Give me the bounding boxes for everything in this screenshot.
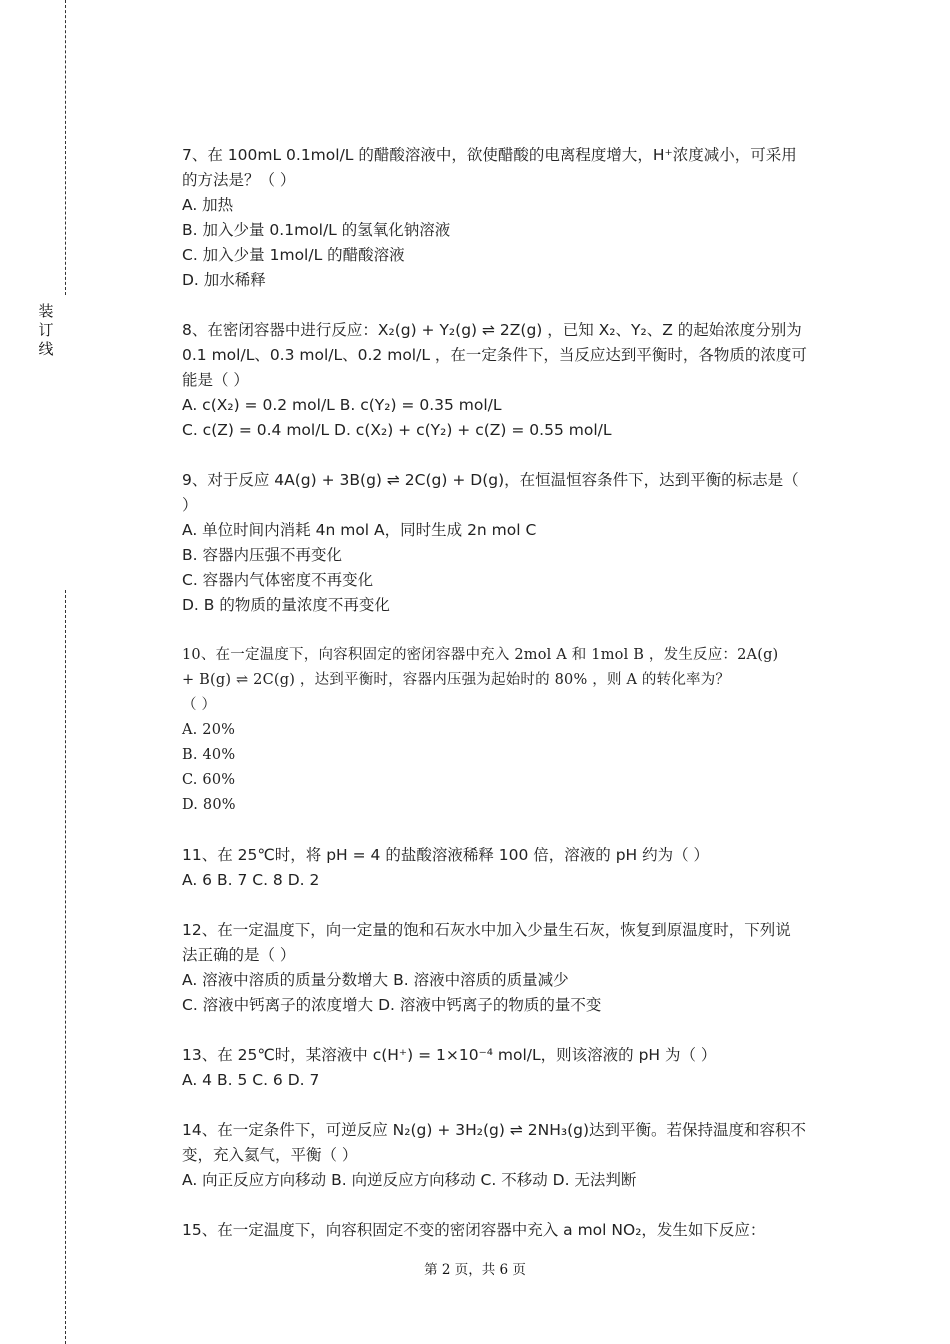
question-stem: 7、在 100mL 0.1mol/L 的醋酸溶液中，欲使醋酸的电离程度增大，H⁺浓度减小，可采用 [182,146,797,164]
question-14 [182,1118,842,1193]
question-13 [182,1043,842,1093]
page-number: 第 2 页，共 6 页 [424,1262,526,1278]
question-7 [182,143,842,293]
question-11 [182,843,842,893]
question-stem: 11、在 25℃时，将 pH = 4 的盐酸溶液稀释 100 倍，溶液的 pH 约为（ ） [182,846,710,864]
question-stem: ） [182,496,198,514]
option-d: D. B 的物质的量浓度不再变化 [182,596,390,614]
binding-line-label: 装订线 [38,302,54,358]
question-10 [182,643,842,818]
options-row: A. 6 B. 7 C. 8 D. 2 [182,871,320,889]
question-stem: 12、在一定温度下，向一定量的饱和石灰水中加入少量生石灰，恢复到原温度时，下列说 [182,921,791,939]
question-12 [182,918,842,1018]
option-b: B. 40% [182,747,236,763]
option-b: B. 容器内压强不再变化 [182,546,342,564]
option-a: A. 加热 [182,196,234,214]
binding-dashed-line-bottom [65,590,66,1344]
question-stem: 8、在密闭容器中进行反应：X₂(g) + Y₂(g) ⇌ 2Z(g) ，已知 X₂、Y₂、Z 的起始浓度分别为 [182,321,802,339]
option-c: C. 60% [182,772,236,788]
question-stem: 能是（ ） [182,371,249,389]
question-stem: 9、对于反应 4A(g) + 3B(g) ⇌ 2C(g) + D(g)，在恒温恒容条件下，达到平衡的标志是（ [182,471,799,489]
question-stem: 13、在 25℃时，某溶液中 c(H⁺) = 1×10⁻⁴ mol/L，则该溶液的 pH 为（ ） [182,1046,717,1064]
option-c: C. 加入少量 1mol/L 的醋酸溶液 [182,246,405,264]
question-stem: 法正确的是（ ） [182,946,296,964]
question-stem: 15、在一定温度下，向容积固定不变的密闭容器中充入 a mol NO₂，发生如下反应： [182,1221,766,1239]
options-row: A. 向正反应方向移动 B. 向逆反应方向移动 C. 不移动 D. 无法判断 [182,1171,637,1189]
options-c-d: C. 溶液中钙离子的浓度增大 D. 溶液中钙离子的物质的量不变 [182,996,602,1014]
binding-dashed-line-top [65,0,66,295]
question-stem: 变，充入氦气，平衡（ ） [182,1146,358,1164]
question-stem: 14、在一定条件下，可逆反应 N₂(g) + 3H₂(g) ⇌ 2NH₃(g)达到平衡。若保持温度和容积不 [182,1121,806,1139]
option-c: C. 容器内气体密度不再变化 [182,571,374,589]
question-stem: 10、在一定温度下，向容积固定的密闭容器中充入 2mol A 和 1mol B ，发生反应：2A(g) [182,647,779,663]
question-8 [182,318,842,443]
option-a: A. 单位时间内消耗 4n mol A，同时生成 2n mol C [182,521,537,539]
question-9 [182,468,842,618]
options-a-b: A. 溶液中溶质的质量分数增大 B. 溶液中溶质的质量减少 [182,971,569,989]
option-a: A. 20% [182,722,236,738]
options-row: A. 4 B. 5 C. 6 D. 7 [182,1071,320,1089]
question-stem: 的方法是？（ ） [182,171,296,189]
options-a-b: A. c(X₂) = 0.2 mol/L B. c(Y₂) = 0.35 mol/L [182,396,502,414]
question-15 [182,1218,842,1243]
question-stem: + B(g) ⇌ 2C(g) ，达到平衡时，容器内压强为起始时的 80% ，则 A 的转化率为？ [182,672,731,688]
question-stem: 0.1 mol/L、0.3 mol/L、0.2 mol/L ，在一定条件下，当反应达到平衡时，各物质的浓度可 [182,346,807,364]
option-d: D. 加水稀释 [182,271,266,289]
option-d: D. 80% [182,797,236,813]
question-list [182,143,842,1243]
option-b: B. 加入少量 0.1mol/L 的氢氧化钠溶液 [182,221,451,239]
options-c-d: C. c(Z) = 0.4 mol/L D. c(X₂) + c(Y₂) + c(Z) = 0.55 mol/L [182,421,612,439]
question-stem: （ ） [182,697,217,713]
